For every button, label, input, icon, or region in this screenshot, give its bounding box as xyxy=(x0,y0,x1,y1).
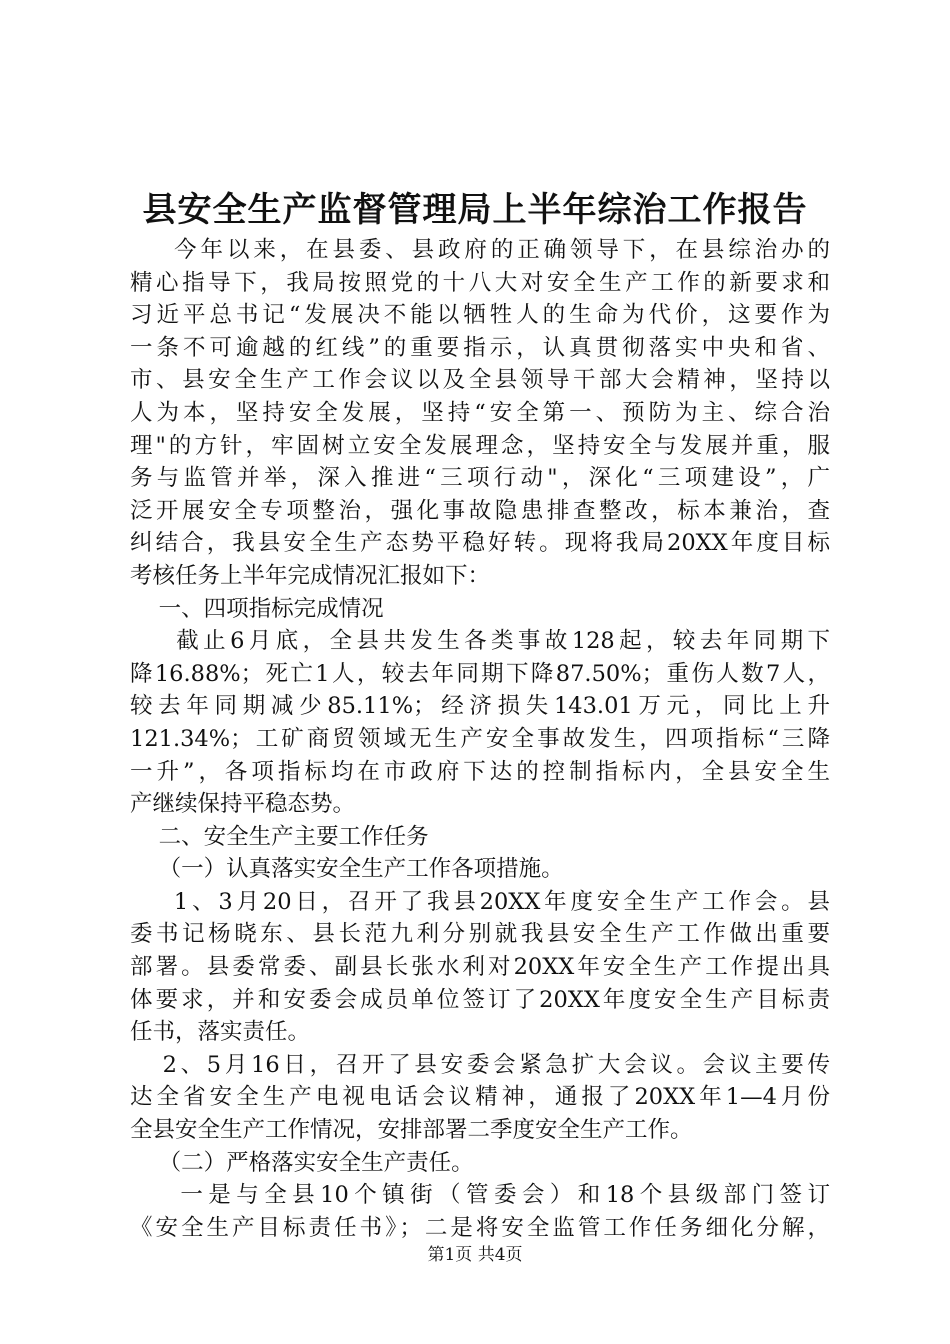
body-line: 理"的方针，牢固树立安全发展理念，坚持安全与发展并重，服 xyxy=(130,432,830,459)
document-title: 县安全生产监督管理局上半年综治工作报告 xyxy=(142,190,808,230)
body-line: 产继续保持平稳态势。 xyxy=(130,791,356,818)
body-line: 全县安全生产工作情况，安排部署二季度安全生产工作。 xyxy=(130,1117,693,1144)
body-line: 达全省安全生产电视电话会议精神，通报了20XX年1—4月份 xyxy=(130,1084,830,1111)
body-line: 二、安全生产主要工作任务 xyxy=(130,823,429,850)
body-line: 精心指导下，我局按照党的十八大对安全生产工作的新要求和 xyxy=(130,269,830,296)
body-line: 泛开展安全专项整治，强化事故隐患排查整改，标本兼治，查 xyxy=(130,497,830,524)
body-line: （一）认真落实安全生产工作各项措施。 xyxy=(130,856,564,883)
body-line: 人为本，坚持安全发展，坚持“安全第一、预防为主、综合治 xyxy=(130,399,830,426)
body-line: 一是与全县10个镇街（管委会）和18个县级部门签订 xyxy=(130,1182,830,1209)
body-line: 1、3月20日，召开了我县20XX年度安全生产工作会。县 xyxy=(130,888,830,915)
body-line: 较去年同期减少85.11%；经济损失143.01万元，同比上升 xyxy=(130,693,830,720)
body-line: 降16.88%；死亡1人，较去年同期下降87.50%；重伤人数7人， xyxy=(130,660,830,687)
body-line: 委书记杨晓东、县长范九利分别就我县安全生产工作做出重要 xyxy=(130,921,830,948)
body-line: 部署。县委常委、副县长张水利对20XX年安全生产工作提出具 xyxy=(130,954,830,981)
document-body xyxy=(130,234,830,1244)
body-line: 121.34%；工矿商贸领域无生产安全事故发生，四项指标“三降 xyxy=(130,725,830,752)
body-line: 今年以来，在县委、县政府的正确领导下，在县综治办的 xyxy=(130,237,830,263)
body-line: 截止6月底，全县共发生各类事故128起，较去年同期下 xyxy=(130,628,830,655)
body-line: 务与监管并举，深入推进“三项行动"，深化“三项建设”，广 xyxy=(130,465,830,492)
body-line: 一条不可逾越的红线”的重要指示，认真贯彻落实中央和省、 xyxy=(130,334,830,361)
body-line: 一、四项指标完成情况 xyxy=(130,595,384,622)
body-line: 纠结合，我县安全生产态势平稳好转。现将我局20XX年度目标 xyxy=(130,530,830,557)
page-footer: 第1页 共4页 xyxy=(427,1245,523,1265)
body-line: 市、县安全生产工作会议以及全县领导干部大会精神，坚持以 xyxy=(130,367,830,394)
body-line: 任书，落实责任。 xyxy=(130,1019,311,1046)
body-line: 习近平总书记“发展决不能以牺牲人的生命为代价，这要作为 xyxy=(130,302,830,329)
body-line: 2、5月16日，召开了县安委会紧急扩大会议。会议主要传 xyxy=(130,1051,830,1078)
body-line: 《安全生产目标责任书》；二是将安全监管工作任务细化分解， xyxy=(130,1214,830,1241)
body-line: 一升”，各项指标均在市政府下达的控制指标内，全县安全生 xyxy=(130,758,830,785)
body-line: （二）严格落实安全生产责任。 xyxy=(130,1149,474,1176)
body-line: 考核任务上半年完成情况汇报如下： xyxy=(130,562,491,589)
body-line: 体要求，并和安委会成员单位签订了20XX年度安全生产目标责 xyxy=(130,986,830,1013)
